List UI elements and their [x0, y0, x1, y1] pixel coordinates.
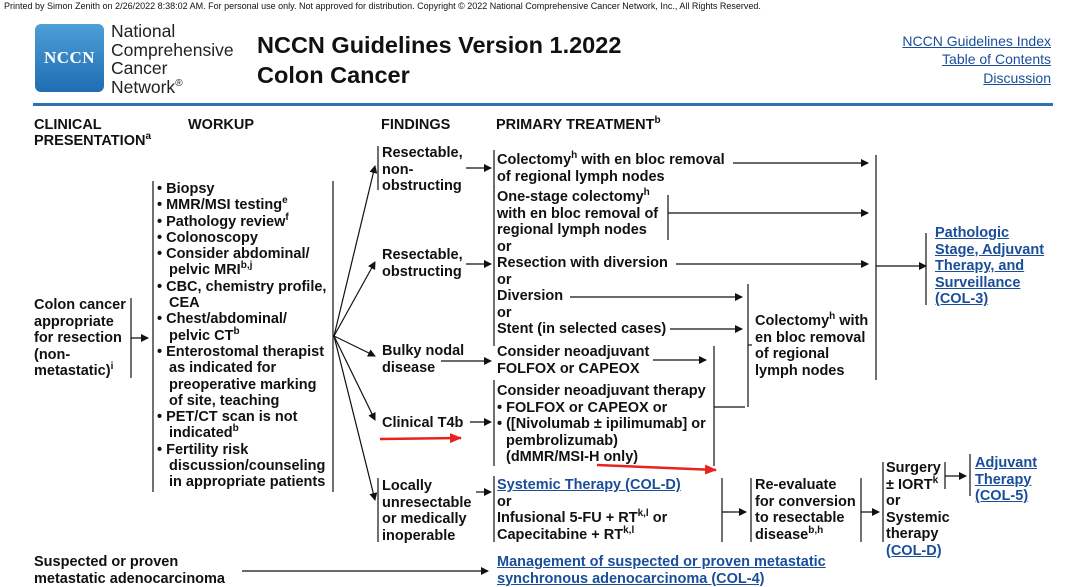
- annotation-arrow: [380, 438, 461, 439]
- finding-locally-unresectable: Locally unresectable or medically inoperable: [382, 478, 472, 544]
- header-workup: WORKUP: [188, 117, 255, 133]
- logo-line: Network®: [111, 76, 183, 97]
- header-primary-treatment: PRIMARY TREATMENT$^b$: [496, 115, 661, 133]
- metastatic-presentation: Suspected or proven metastatic adenocarcinoma: [34, 554, 225, 587]
- treatment-systemic: Systemic Therapy (COL-D) or Infusional 5-FU + RT$^{k,l}$ or Capecitabine + RT$^{k,l}$: [497, 477, 681, 543]
- reevaluate-conversion: Re-evaluate for conversion to resectable disease$^{b,h}$: [755, 477, 856, 543]
- metastatic-management-link[interactable]: Management of suspected or proven metastatic synchronous adenocarcinoma (COL-4): [497, 554, 826, 587]
- finding-resectable-nonobstructing: Resectable, non- obstructing: [382, 145, 463, 194]
- header-findings: FINDINGS: [381, 117, 451, 133]
- treatment-colectomy: Colectomy$^h$ with en bloc removal of regional lymph nodes: [497, 150, 725, 185]
- presentation-colon-cancer: Colon cancer appropriate for resection (non- metastatic)$^i$: [34, 297, 126, 379]
- print-notice: Printed by Simon Zenith on 2/26/2022 8:38:02 AM. For personal use only. Not approved for distribution. Copyright © 2022 National Comprehensive Cancer Network, Inc., All Rights Reserved.: [4, 1, 761, 11]
- registered-mark: ®: [175, 77, 183, 89]
- systemic-therapy-link[interactable]: Systemic Therapy (COL-D): [497, 477, 681, 493]
- list-item: • Pathology review$^f$: [157, 211, 289, 230]
- surgery-systemic-link[interactable]: (COL-D): [886, 542, 942, 559]
- header-clinical-presentation: CLINICAL PRESENTATION$^a$: [34, 117, 152, 149]
- treatment-neoadjuvant-therapy: Consider neoadjuvant therapy • FOLFOX or CAPEOX or • ([Nivolumab ± ipilimumab] or pembrolizumab) (dMMR/MSI-H only): [497, 383, 706, 465]
- finding-bulky-nodal: Bulky nodal disease: [382, 343, 465, 376]
- workup-list: [157, 181, 332, 491]
- list-item: • CBC, chemistry profile, CEA: [157, 278, 327, 312]
- finding-clinical-t4b: Clinical T4b: [382, 415, 464, 431]
- annotation-arrow: [597, 465, 716, 470]
- logo-line: National: [111, 21, 176, 41]
- table-of-contents-link[interactable]: Table of Contents: [942, 51, 1051, 68]
- logo-line: Comprehensive: [111, 39, 234, 60]
- adjuvant-therapy-link[interactable]: Adjuvant Therapy (COL-5): [975, 455, 1038, 504]
- list-item: • Colonoscopy: [157, 229, 258, 246]
- guidelines-index-link[interactable]: NCCN Guidelines Index: [902, 33, 1051, 49]
- logo-line: Cancer: [111, 58, 168, 78]
- discussion-link[interactable]: Discussion: [983, 69, 1051, 86]
- logo-mark: NCCN: [43, 48, 96, 67]
- pathologic-stage-link[interactable]: Pathologic Stage, Adjuvant Therapy, and Surveillance (COL-3): [935, 225, 1045, 307]
- colectomy-en-bloc-box: Colectomy$^h$ with en bloc removal of regional lymph nodes: [755, 311, 869, 379]
- surgery-iort: Surgery ± $IORT^k$ or Systemic therapy (COL-D): [886, 460, 950, 559]
- treatment-neoadjuvant-folfox: Consider neoadjuvant FOLFOX or CAPEOX: [497, 344, 650, 377]
- list-item: • Enterostomal therapist as indicated for preoperative marking of site, teaching: [157, 343, 325, 409]
- treatment-one-stage-colectomy: One-stage colectomy$^h$ with en bloc removal of regional lymph nodes or Resection with diversion or Diversion or Stent (in selected cases): [497, 187, 668, 337]
- list-item: • Biopsy: [157, 181, 215, 197]
- title-line-1: NCCN Guidelines Version 1.2022: [257, 32, 622, 58]
- list-item: • Fertility risk discussion/counseling in appropriate patients: [157, 441, 326, 491]
- list-item: • MMR/MSI testing$^e$: [157, 195, 288, 214]
- list-item: • Consider abdominal/ pelvic MRI$^{b,j}$: [157, 246, 310, 279]
- title-line-2: Colon Cancer: [257, 62, 410, 88]
- list-item: • PET/CT scan is not indicated$^b$: [157, 409, 298, 442]
- list-item: • Chest/abdominal/ pelvic $CT^b$: [157, 311, 287, 344]
- finding-resectable-obstructing: Resectable, obstructing: [382, 247, 463, 280]
